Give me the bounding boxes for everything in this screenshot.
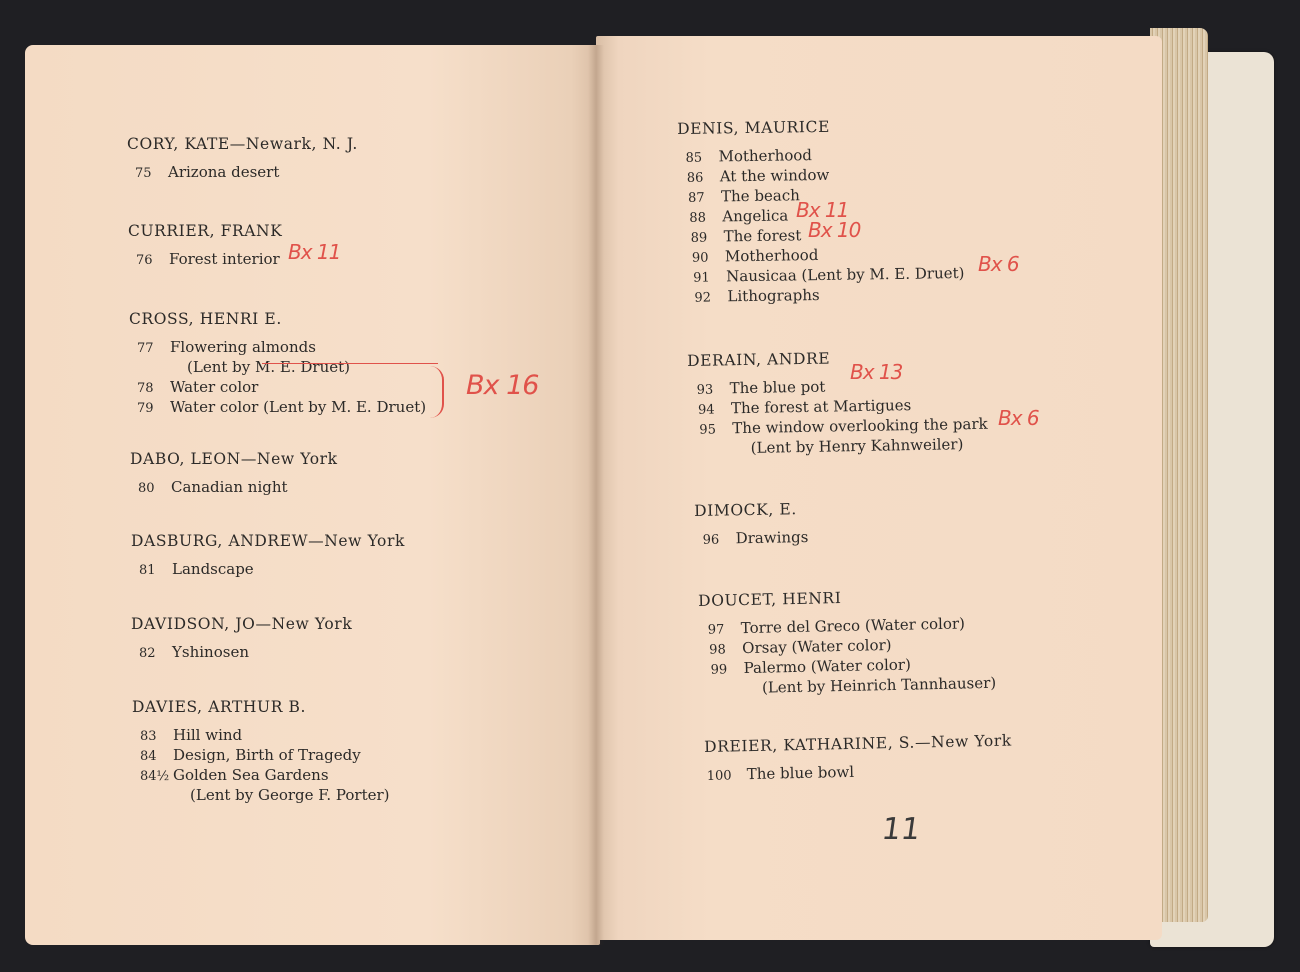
- entry-dimock: [694, 500, 809, 549]
- artist-heading: CROSS, HENRI E.: [129, 310, 282, 328]
- work-item: 84 Design, Birth of Tragedy: [140, 746, 361, 764]
- work-item: 93 The blue pot: [696, 377, 826, 398]
- work-item: 82 Yshinosen: [139, 643, 249, 661]
- entry-cory: [127, 135, 358, 182]
- work-item: 83 Hill wind: [140, 726, 243, 744]
- work-item: 90 Motherhood: [691, 246, 819, 266]
- entry-currier: [128, 222, 282, 269]
- artist-heading: DABO, LEON—New York: [130, 450, 338, 468]
- artist-heading: DREIER, KATHARINE, S.—New York: [704, 731, 1012, 756]
- work-item: 84½ Golden Sea Gardens: [140, 766, 329, 784]
- entry-doucet: [698, 586, 996, 699]
- entry-davies: [132, 698, 390, 805]
- entry-davidson: [131, 615, 352, 662]
- artist-heading: DAVIES, ARTHUR B.: [132, 698, 307, 716]
- work-item: 87 The beach: [687, 186, 800, 206]
- artist-heading: DERAIN, ANDRE: [687, 349, 831, 370]
- work-item: 76 Forest interior: [136, 250, 280, 268]
- work-item: 92 Lithographs: [694, 286, 820, 306]
- work-item: 86 At the window: [686, 165, 830, 186]
- entry-dabo: [130, 450, 338, 497]
- annotation-bracket: [428, 366, 444, 418]
- work-item: 79 Water color (Lent by M. E. Druet): [137, 398, 427, 416]
- work-item-lender: (Lent by George F. Porter): [190, 786, 390, 804]
- work-item: 91 Nausicaa (Lent by M. E. Druet): [693, 264, 965, 286]
- annotation-box-77-79: Bx 16: [466, 370, 539, 401]
- work-item: 80 Canadian night: [138, 478, 288, 496]
- book-gutter: [588, 45, 604, 945]
- annotation-box-95: Bx 6: [998, 406, 1039, 430]
- annotation-box-89: Bx 10: [808, 218, 861, 242]
- work-item: 77 Flowering almonds: [137, 338, 316, 356]
- work-item: 94 The forest at Martigues: [697, 396, 912, 418]
- work-item-lender: (Lent by Henry Kahnweiler): [750, 435, 964, 457]
- work-item: 78 Water color: [137, 378, 259, 396]
- work-item: 99 Palermo (Water color): [710, 655, 912, 678]
- artist-heading: CORY, KATE—Newark, N. J.: [127, 135, 358, 153]
- work-item: 100 The blue bowl: [706, 762, 855, 784]
- artist-heading: DENIS, MAURICE: [677, 117, 831, 138]
- work-item-lender: (Lent by Heinrich Tannhauser): [761, 673, 997, 697]
- entry-derain: [687, 347, 988, 459]
- artist-heading: DIMOCK, E.: [694, 500, 797, 520]
- page-number: 11: [879, 812, 923, 847]
- work-item: 81 Landscape: [139, 560, 254, 578]
- work-item: 85 Motherhood: [685, 146, 813, 166]
- annotation-underline: [262, 363, 438, 364]
- annotation-box-88: Bx 11: [796, 198, 849, 222]
- artist-heading: DASBURG, ANDREW—New York: [131, 532, 405, 550]
- artist-heading: DAVIDSON, JO—New York: [131, 615, 353, 633]
- work-item: 88 Angelica: [689, 206, 789, 226]
- entry-dasburg: [131, 532, 405, 579]
- work-item: 75 Arizona desert: [135, 163, 280, 181]
- entry-dreier: [704, 732, 1013, 785]
- work-item: 96 Drawings: [702, 528, 809, 548]
- artist-heading: CURRIER, FRANK: [128, 222, 283, 240]
- annotation-box-93: Bx 13: [850, 360, 903, 384]
- artist-heading: DOUCET, HENRI: [698, 588, 842, 610]
- annotation-box-76: Bx 11: [288, 240, 341, 264]
- annotation-box-91: Bx 6: [978, 252, 1019, 276]
- work-item: 89 The forest: [690, 226, 802, 246]
- work-item: 95 The window overlooking the park: [699, 414, 988, 438]
- work-item: 97 Torre del Greco (Water color): [707, 614, 966, 638]
- work-item: 98 Orsay (Water color): [709, 635, 892, 658]
- work-item-lender: (Lent by M. E. Druet): [187, 358, 350, 376]
